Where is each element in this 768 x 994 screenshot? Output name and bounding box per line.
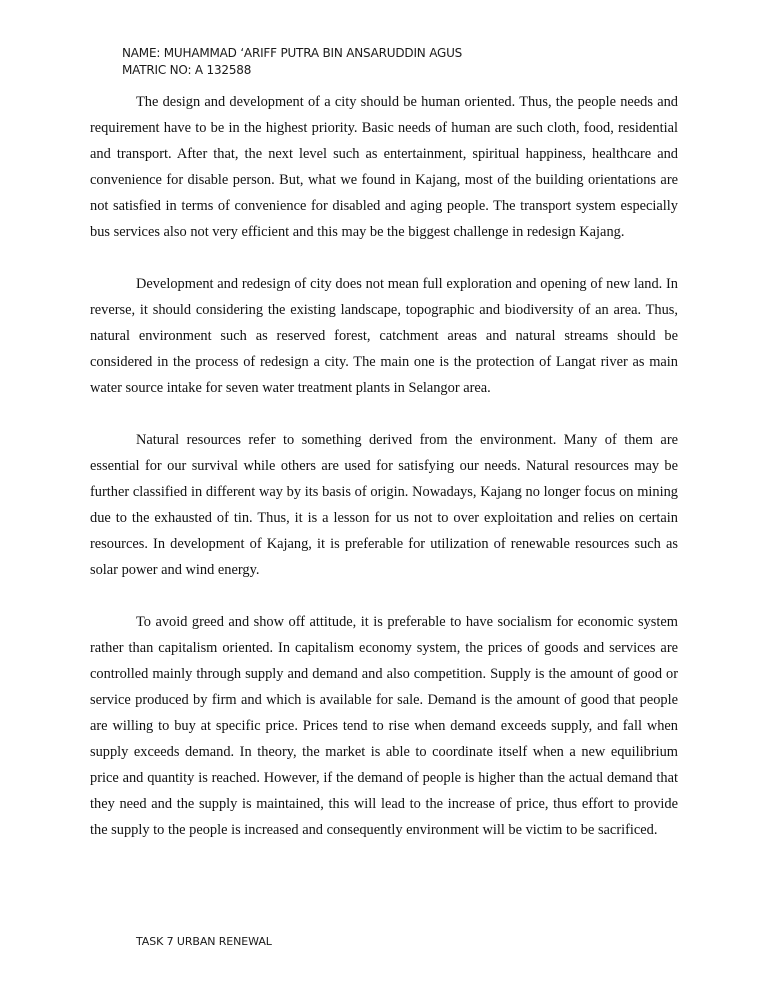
paragraph-landscape-biodiversity: Development and redesign of city does not mean full exploration and opening of new land. In reverse, it should considering the existing landscape, topographic and biodiversity of an area. Thus, natural environment such as reserved forest, catchment areas and natural streams should be considered in the process of redesign a city. The main one is the protection of Langat river as main water source intake for seven water treatment plants in Selangor area.: [90, 276, 678, 396]
student-name: NAME: MUHAMMAD ‘ARIFF PUTRA BIN ANSARUDDIN AGUS: [122, 46, 463, 60]
paragraph-natural-resources: Natural resources refer to something derived from the environment. Many of them are essential for our survival while others are used for satisfying our needs. Natural resources may be further classified in different way by its basis of origin. Nowadays, Kajang no longer focus on mining due to the exhausted of tin. Thus, it is a lesson for us not to over exploitation and relies on certain resources. In development of Kajang, it is preferable for utilization of renewable resources such as solar power and wind energy.: [90, 432, 678, 578]
page-footer: TASK 7 URBAN RENEWAL: [136, 935, 272, 948]
paragraph-economic-system: To avoid greed and show off attitude, it is preferable to have socialism for economic system rather than capitalism oriented. In capitalism economy system, the prices of goods and services are controlled mainly through supply and demand and also competition. Supply is the amount of good or service produced by firm and which is available for sale. Demand is the amount of good that people are willing to buy at specific price. Prices tend to rise when demand exceeds supply, and fall when supply exceeds demand. In theory, the market is able to coordinate itself when a new equilibrium price and quantity is reached. However, if the demand of people is higher than the actual demand that they need and the supply is maintained, this will lead to the increase of price, thus effort to provide the supply to the people is increased and consequently environment will be victim to be sacrificed.: [90, 614, 678, 838]
paragraph-human-oriented-design: The design and development of a city should be human oriented. Thus, the people needs and requirement have to be in the highest priority. Basic needs of human are such cloth, food, residential and transport. After that, the next level such as entertainment, spiritual happiness, healthcare and convenience for disable person. But, what we found in Kajang, most of the building orientations are not satisfied in terms of convenience for disabled and aging people. The transport system especially bus services also not very efficient and this may be the biggest challenge in redesign Kajang.: [90, 94, 678, 240]
page-header: [122, 45, 462, 79]
matric-number: MATRIC NO: A 132588: [122, 63, 252, 77]
essay-body: [90, 89, 678, 843]
